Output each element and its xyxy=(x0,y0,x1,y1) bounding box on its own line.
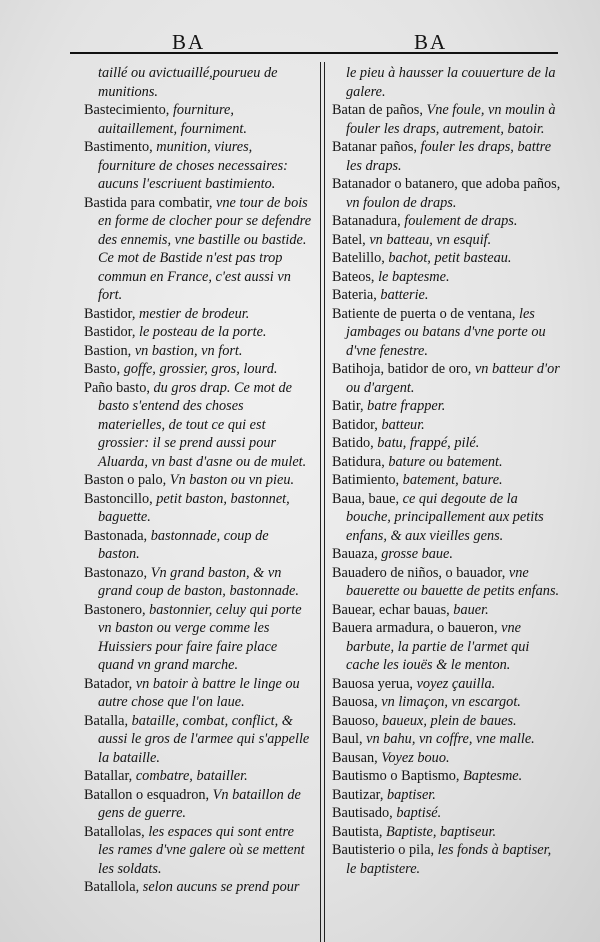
entry-headword: Batel, xyxy=(332,231,366,248)
entry-definition: bataille, combat, conflict, & aussi le gros de l'armee qui s'appelle la bataille. xyxy=(98,712,310,766)
entry-headword: Bastonada, xyxy=(84,527,148,544)
entry-headword: Bauaza, xyxy=(332,546,378,562)
dictionary-entry xyxy=(332,601,562,620)
entry-definition: le baptesme. xyxy=(374,268,450,285)
dictionary-entry xyxy=(332,749,562,768)
dictionary-entry xyxy=(332,693,562,712)
dictionary-entry xyxy=(84,675,312,712)
entry-headword: Batiente de puerta o de ventana, xyxy=(332,305,516,322)
left-column xyxy=(84,64,312,897)
dictionary-entry xyxy=(332,730,562,749)
entry-headword: Batanadura, xyxy=(332,213,401,229)
dictionary-entry xyxy=(332,453,562,472)
entry-headword: Bautista, xyxy=(332,823,383,840)
entry-definition: Baptiste, baptiseur. xyxy=(382,823,497,840)
entry-definition: taillé ou avictuaillé,pourueu de munitions. xyxy=(98,65,278,100)
entry-definition: mestier de brodeur. xyxy=(135,305,250,322)
entry-headword: Bautisado, xyxy=(332,805,393,821)
entry-definition: fouler les draps, battre les draps. xyxy=(346,139,552,174)
dictionary-entry xyxy=(332,545,562,564)
dictionary-entry xyxy=(332,434,562,453)
entry-headword: Bastonazo, xyxy=(84,564,148,581)
dictionary-entry xyxy=(84,360,312,379)
entry-headword: Batihoja, batidor de oro, xyxy=(332,361,472,377)
entry-headword: Bastidor, xyxy=(84,324,136,340)
entry-headword: Batelillo, xyxy=(332,250,385,266)
entry-headword: Bastida para combatir, xyxy=(84,194,213,211)
dictionary-entry xyxy=(84,342,312,361)
right-running-head: BA xyxy=(414,30,448,54)
entry-definition: batu, frappé, pilé. xyxy=(373,435,480,451)
dictionary-entry xyxy=(84,786,312,823)
entry-definition: Voyez bouo. xyxy=(377,749,450,766)
entry-definition: fourniture, auitaillement, fourniment. xyxy=(98,102,247,137)
entry-definition: les fonds à baptiser, le baptistere. xyxy=(346,842,552,877)
dictionary-entry xyxy=(332,804,562,823)
entry-definition: munition, viures, fourniture de choses necessaires: aucuns l'escriuent bastimiento. xyxy=(98,139,288,192)
entry-definition: grosse baue. xyxy=(377,546,453,562)
dictionary-entry xyxy=(84,564,312,601)
entry-headword: Bauosa, xyxy=(332,694,378,710)
entry-headword: Baul, xyxy=(332,731,363,747)
entry-definition: petit baston, bastonnet, baguette. xyxy=(98,490,290,525)
entry-definition: baptiser. xyxy=(383,786,436,803)
entry-definition: voyez çauilla. xyxy=(413,675,496,692)
left-running-head: BA xyxy=(172,30,206,54)
dictionary-entry xyxy=(84,767,312,786)
entry-headword: Baua, baue, xyxy=(332,490,400,507)
entry-definition: vn foulon de draps. xyxy=(346,194,457,211)
entry-definition: les espaces qui sont entre les rames d'vne galere où se mettent les soldats. xyxy=(98,823,305,877)
entry-definition: batre frapper. xyxy=(363,398,446,414)
entry-headword: Batidor, xyxy=(332,416,378,433)
entry-headword: Bateria, xyxy=(332,287,377,303)
dictionary-entry xyxy=(84,601,312,675)
entry-headword: Bastecimiento, xyxy=(84,102,170,118)
entry-headword: Batan de paños, xyxy=(332,102,423,118)
dictionary-entry xyxy=(332,305,562,361)
entry-definition: Baptesme. xyxy=(459,768,523,784)
entry-headword: Bastonero, xyxy=(84,601,146,618)
dictionary-entry xyxy=(84,64,312,101)
dictionary-entry xyxy=(332,490,562,546)
entry-headword: Bauear, echar bauas, xyxy=(332,601,450,618)
entry-definition: foulement de draps. xyxy=(400,213,518,229)
dictionary-entry xyxy=(332,360,562,397)
dictionary-entry xyxy=(332,268,562,287)
entry-definition: le posteau de la porte. xyxy=(135,324,267,340)
entry-headword: Batimiento, xyxy=(332,472,400,488)
entry-headword: Batanador o batanero, que adoba paños, xyxy=(332,176,561,192)
dictionary-entry xyxy=(332,619,562,675)
dictionary-entry xyxy=(84,878,312,897)
entry-definition: vn batoir à battre le linge ou autre chose que l'on laue. xyxy=(98,675,300,710)
dictionary-entry xyxy=(84,712,312,768)
entry-definition: Vn grand baston, & vn grand coup de baston, bastonnade. xyxy=(98,564,299,599)
entry-headword: Bastidor, xyxy=(84,305,136,322)
header-rule xyxy=(70,52,558,54)
entry-headword: Bateos, xyxy=(332,268,375,285)
dictionary-entry xyxy=(84,471,312,490)
entry-headword: Bauera armadura, o baueron, xyxy=(332,620,498,636)
dictionary-entry xyxy=(332,231,562,250)
entry-definition: goffe, grossier, gros, lourd. xyxy=(120,361,278,377)
entry-definition: bauer. xyxy=(449,601,489,618)
entry-definition: ce qui degoute de la bouche, principallement aux petits enfans, & aux vieilles gens. xyxy=(346,490,544,544)
dictionary-entry xyxy=(84,138,312,194)
entry-definition: batteur. xyxy=(377,416,425,433)
entry-headword: Batallon o esquadron, xyxy=(84,786,210,803)
entry-headword: Batallolas, xyxy=(84,823,145,840)
entry-definition: bastonnier, celuy qui porte vn baston ou verge comme les Huissiers pour faire faire place quand vn grand marche. xyxy=(98,601,302,673)
dictionary-entry xyxy=(332,397,562,416)
entry-headword: Batanar paños, xyxy=(332,139,417,155)
dictionary-entry xyxy=(332,64,562,101)
dictionary-entry xyxy=(84,101,312,138)
entry-headword: Batallar, xyxy=(84,768,133,784)
entry-definition: vn limaçon, vn escargot. xyxy=(377,694,521,710)
entry-definition: selon aucuns se prend pour xyxy=(139,879,300,895)
entry-headword: Bautisterio o pila, xyxy=(332,842,435,858)
entry-headword: Bastoncillo, xyxy=(84,490,153,507)
entry-definition: vne tour de bois en forme de clocher pour se defendre des ennemis, vne bastille ou bastide. Ce mot de Bastide n'est pas trop commun en France, c'est aussi vn fort. xyxy=(98,194,312,303)
dictionary-entry xyxy=(332,212,562,231)
entry-headword: Bautizar, xyxy=(332,786,384,803)
dictionary-entry xyxy=(84,823,312,879)
entry-definition: Vn bataillon de gens de guerre. xyxy=(98,786,301,821)
dictionary-entry xyxy=(84,305,312,324)
entry-definition: vn batteur d'or ou d'argent. xyxy=(346,361,560,396)
dictionary-entry xyxy=(332,175,562,212)
dictionary-entry xyxy=(332,841,562,878)
entry-headword: Batallola, xyxy=(84,879,140,895)
dictionary-entry xyxy=(332,286,562,305)
dictionary-entry xyxy=(84,527,312,564)
entry-definition: Vn baston ou vn pieu. xyxy=(166,472,295,488)
dictionary-entry xyxy=(332,138,562,175)
dictionary-entry xyxy=(84,490,312,527)
dictionary-entry xyxy=(332,823,562,842)
entry-headword: Bauadero de niños, o bauador, xyxy=(332,564,506,581)
entry-headword: Batidura, xyxy=(332,453,385,470)
entry-definition: baueux, plein de baues. xyxy=(378,712,517,729)
dictionary-entry xyxy=(332,249,562,268)
entry-definition: bature ou batement. xyxy=(384,453,503,470)
entry-definition: vn bastion, vn fort. xyxy=(131,342,243,359)
dictionary-entry xyxy=(332,712,562,731)
entry-headword: Bauoso, xyxy=(332,712,379,729)
dictionary-entry xyxy=(84,323,312,342)
entry-headword: Bastimento, xyxy=(84,139,153,155)
entry-definition: combatre, batailler. xyxy=(132,768,248,784)
entry-definition: bachot, petit basteau. xyxy=(384,250,512,266)
entry-definition: bastonnade, coup de baston. xyxy=(98,527,269,562)
entry-headword: Bauosa yerua, xyxy=(332,675,413,692)
entry-definition: du gros drap. Ce mot de basto s'entend des choses materielles, de tout ce qui est grossier: il se prend aussi pour Aluarda, vn bast d'asne ou de mulet. xyxy=(98,379,307,470)
entry-headword: Bausan, xyxy=(332,749,378,766)
entry-headword: Paño basto, xyxy=(84,379,150,396)
entry-headword: Bautismo o Baptismo, xyxy=(332,768,460,784)
column-divider xyxy=(320,62,325,942)
entry-definition: vne barbute, la partie de l'armet qui cache les iouës & le menton. xyxy=(346,620,530,673)
entry-definition: le pieu à hausser la couuerture de la galere. xyxy=(346,65,556,100)
entry-headword: Batador, xyxy=(84,675,133,692)
dictionary-entry xyxy=(332,564,562,601)
dictionary-entry xyxy=(332,101,562,138)
entry-headword: Basto, xyxy=(84,361,121,377)
dictionary-entry xyxy=(332,786,562,805)
entry-definition: batterie. xyxy=(376,287,429,303)
entry-headword: Bastion, xyxy=(84,342,132,359)
dictionary-entry xyxy=(332,471,562,490)
entry-headword: Batalla, xyxy=(84,712,129,729)
dictionary-entry xyxy=(84,379,312,472)
entry-definition: baptisé. xyxy=(392,805,442,821)
entry-headword: Baston o palo, xyxy=(84,472,167,488)
entry-definition: batement, bature. xyxy=(399,472,503,488)
dictionary-entry xyxy=(332,416,562,435)
entry-definition: vn bahu, vn coffre, vne malle. xyxy=(362,731,535,747)
entry-headword: Batir, xyxy=(332,398,364,414)
entry-headword: Batido, xyxy=(332,435,374,451)
entry-definition: vn batteau, vn esquif. xyxy=(365,231,492,248)
entry-definition: Vne foule, vn moulin à fouler les draps, autrement, batoir. xyxy=(346,102,556,137)
entry-definition: les jambages ou batans d'vne porte ou d'vne fenestre. xyxy=(346,305,546,359)
dictionary-entry xyxy=(84,194,312,305)
right-column xyxy=(332,64,562,878)
entry-definition: vne bauerette ou bauette de petits enfans. xyxy=(346,564,560,599)
dictionary-entry xyxy=(332,675,562,694)
dictionary-entry xyxy=(332,767,562,786)
